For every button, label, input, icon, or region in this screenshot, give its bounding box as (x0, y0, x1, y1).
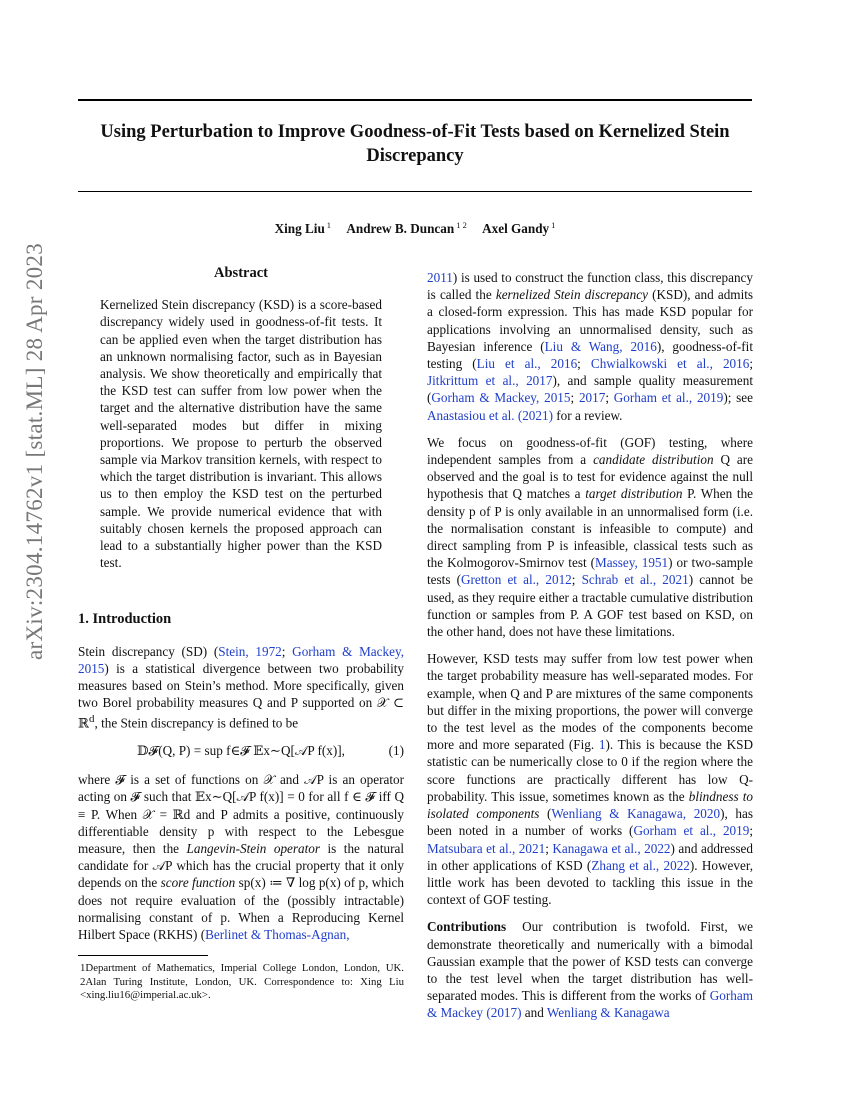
citation-link[interactable]: Wenliang & Kanagawa (546, 1005, 670, 1021)
author-list (78, 220, 752, 237)
left-column (78, 265, 404, 1003)
citation-link[interactable]: Schrab et al., 2021 (581, 572, 689, 588)
figure-link[interactable]: 1 (598, 737, 606, 753)
citation-link[interactable]: Gorham & Mackey (427, 988, 753, 1021)
citation-link[interactable]: Anastasiou et al. (2021) (427, 407, 553, 423)
citation-link[interactable]: Stein, 1972 (218, 643, 282, 659)
abstract-heading: Abstract (214, 265, 268, 281)
author-2: Andrew B. Duncan $^{1 2}$ (346, 220, 467, 237)
equation-1 (78, 742, 404, 759)
abstract-text: Kernelized Stein discrepancy (KSD) is a score-based discrepancy widely used in goodness-of-fit tests. It can be applied even when the target distribution has an unknown normalising factor, such as in Bayesian analysis. We show theoretically and empirically that the KSD test can suffer from low power when the target and the alternative distribution have the same well-separated modes but differ in mixing proportions. We propose to perturb the observed sample via Markov transition kernels, with respect to which the target distribution is invariant. This allows us to then employ the KSD test on the perturbed sample. We provide numerical evidence that with suitably chosen kernels the proposed approach can lead to a substantially higher power than the KSD test. (100, 297, 382, 571)
citation-link[interactable]: (2017) (486, 1005, 522, 1021)
citation-link[interactable]: Matsubara et al., 2021 (427, 840, 546, 856)
arxiv-sidebar (0, 0, 60, 1100)
title-rule-bottom (78, 191, 752, 192)
right-paragraph-3: However, KSD tests may suffer from low test power when the target probability measure has well-separated modes. For example, when Q and P are mixtures of the same components but differ in the mixing proportions, the power will converge to the test level as the modes of the components become more and more separated (Fig. 1). This is because the KSD statistic can be numerically close to 0 if the region where the score functions are practically different has low Q-probability. This issue, sometimes known as the blindness to isolated components (Wenliang & Kanagawa, 2020), has been noted in a number of works (Gorham et al., 2019; Matsubara et al., 2021; Kanagawa et al., 2022) and addressed in other applications of KSD (Zhang et al., 2022). However, little work has been devoted to tackling this issue in the context of GOF testing. (427, 651, 754, 908)
citation-link[interactable]: Wenliang & Kanagawa, 2020 (551, 806, 721, 822)
contributions-heading: Contributions (427, 919, 507, 935)
footnote-rule (78, 955, 208, 956)
author-1: Xing Liu $^1$ (274, 220, 332, 237)
right-paragraph-2: We focus on goodness-of-fit (GOF) testing, where independent samples from a candidate distribution Q are observed and the goal is to test for evidence against the null hypothesis that Q matches a target distribution P. When the density p of P is only available in an unnormalised form (i.e. the normalisation constant is infeasible to compute) and direct sampling from P is infeasible, classical tests such as the Kolmogorov-Smirnov test (Massey, 1951) or two-sample tests (Gretton et al., 2012; Schrab et al., 2021) cannot be used, as they require either a tractable cumulative distribution function or samples from P. A GOF test based on KSD, on the other hand, does not have these limitations. (427, 434, 754, 640)
citation-link[interactable]: Jitkrittum et al., 2017 (427, 373, 553, 389)
citation-link[interactable]: Gorham & Mackey, 2015 (431, 390, 571, 406)
paper-title: Using Perturbation to Improve Goodness-of-Fit Tests based on Kernelized Stein Discrepancy (100, 122, 730, 166)
citation-link[interactable]: Gretton et al., 2012 (461, 572, 572, 588)
equation-body: 𝔻𝓕(Q, P) = sup f∈𝓕 𝔼x∼Q[𝒜P f(x)], (137, 743, 345, 759)
citation-link[interactable]: 2011 (427, 270, 453, 285)
citation-link[interactable]: Massey, 1951 (595, 555, 669, 571)
right-column (427, 269, 753, 1032)
citation-link[interactable]: Gorham et al., 2019 (633, 823, 750, 839)
citation-link[interactable]: Liu & Wang, 2016 (544, 338, 657, 354)
arxiv-stamp: arXiv:2304.14762v1 [stat.ML] 28 Apr 2023 (22, 242, 47, 660)
title-rule-top (78, 99, 752, 101)
right-paragraph-4: Contributions Our contribution is twofold. First, we demonstrate theoretically and numerically with a bimodal Gaussian example that the power of KSD tests can converge to the test level when the target distribution has well-separated modes. This is different from the works of Gorham & Mackey (2017) and Wenliang & Kanagawa (427, 919, 753, 1021)
citation-link[interactable]: Chwialkowski et al., 2016 (590, 356, 750, 372)
citation-link[interactable]: Berlinet & Thomas-Agnan, (205, 927, 350, 943)
citation-link[interactable]: Kanagawa et al., 2022 (552, 840, 671, 856)
author-3: Axel Gandy $^1$ (482, 220, 556, 237)
section-heading-introduction: 1. Introduction (78, 611, 172, 628)
affiliation-footnote: 1Department of Mathematics, Imperial College London, London, UK. 2Alan Turing Institute, London, UK. Correspondence to: Xing Liu <xing.liu16@imperial.ac.uk>. (80, 962, 404, 1002)
citation-link[interactable]: 2017 (578, 390, 606, 406)
citation-link[interactable]: Gorham et al., 2019 (613, 390, 724, 406)
citation-link[interactable]: Gorham & Mackey, 2015 (78, 643, 404, 676)
equation-number: (1) (388, 743, 404, 759)
citation-link[interactable]: Zhang et al., 2022 (591, 857, 690, 873)
citation-link[interactable]: Liu et al., 2016 (476, 356, 578, 372)
intro-paragraph-2: where 𝓕 is a set of functions on 𝒳 and 𝒜P is an operator acting on 𝓕 such that 𝔼x∼Q[𝒜P f(x)] = 0 for all f ∈ 𝓕 iff Q ≡ P. When 𝒳 = ℝd and P admits a positive, continuously differentiable density p with respect to the Lebesgue measure, then the Langevin-Stein operator is the natural candidate for 𝒜P which has the crucial property that it only depends on the score function sp(x) ≔ ∇ log p(x) of p, which does not require evaluation of the (possibly intractable) normalising constant of p. When a Reproducing Kernel Hilbert Space (RKHS) (Berlinet & Thomas-Agnan, (78, 772, 405, 943)
right-paragraph-1: 2011) is used to construct the function class, this discrepancy is called the kernelized Stein discrepancy (KSD), and admits a closed-form expression. This has made KSD popular for applications involving an unnormalised density, such as Bayesian inference (Liu & Wang, 2016), goodness-of-fit testing (Liu et al., 2016; Chwialkowski et al., 2016; Jitkrittum et al., 2017), and sample quality measurement (Gorham & Mackey, 2015; 2017; Gorham et al., 2019); see Anastasiou et al. (2021) for a review. (427, 270, 754, 423)
intro-paragraph-1: Stein discrepancy (SD) (Stein, 1972; Gorham & Mackey, 2015) is a statistical divergence between two probability measures based on Stein’s method. More specifically, given two Borel probability measures Q and P supported on 𝒳 ⊂ ℝ$^d$, the Stein discrepancy is defined to be (78, 643, 404, 731)
